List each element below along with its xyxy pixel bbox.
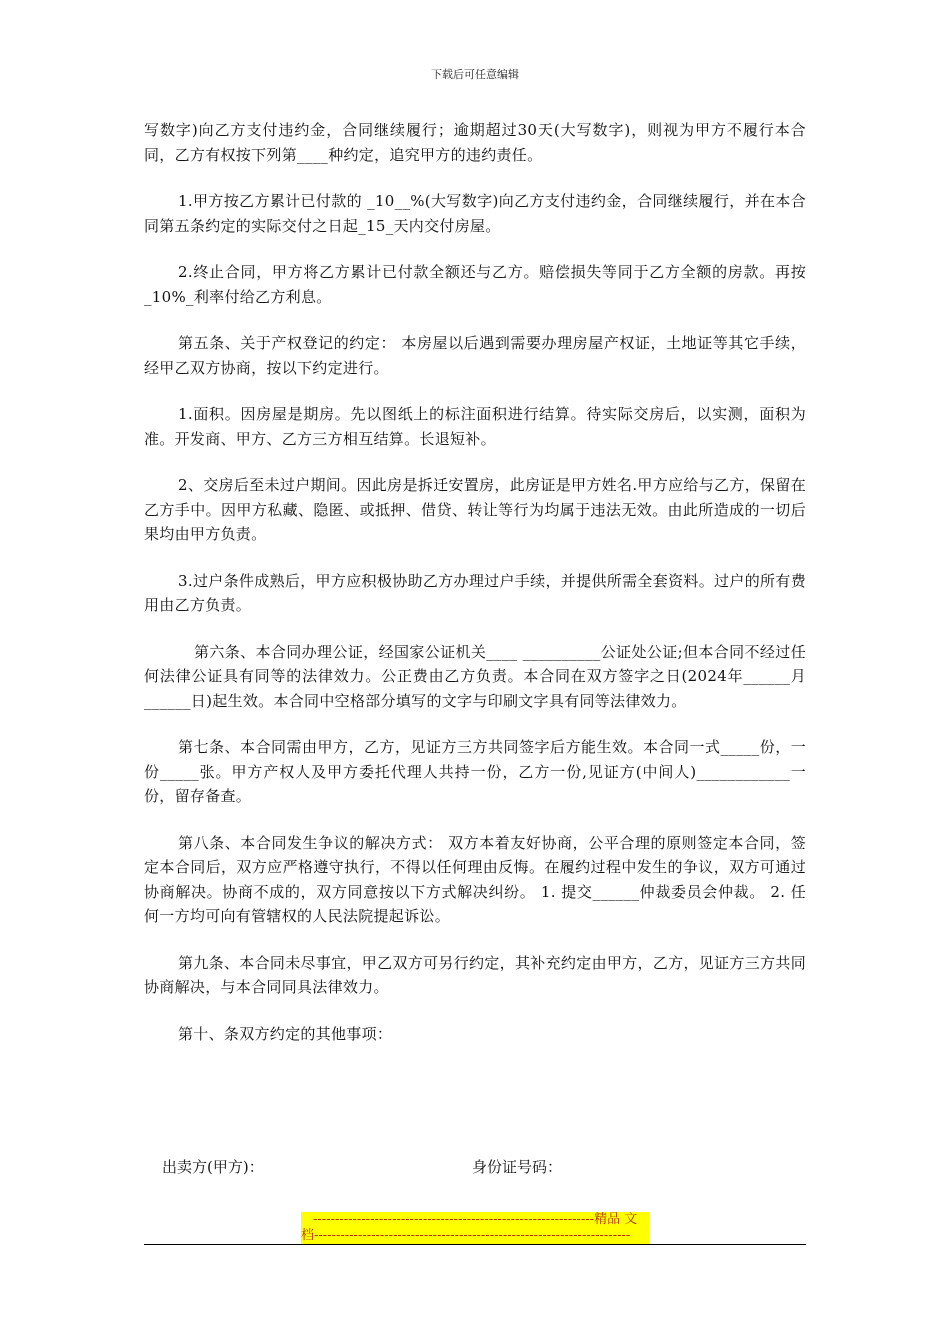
seller-label: 出卖方(甲方)： — [162, 1158, 264, 1176]
page-header: 下载后可任意编辑 — [431, 68, 519, 81]
paragraph-article-9: 第九条、本合同未尽事宜，甲乙双方可另行约定，其补充约定由甲方，乙方，见证方三方共同协商解决，与本合同同具法律效力。 — [144, 953, 806, 996]
paragraph-penalty-continuation: 写数字)向乙方支付违约金，合同继续履行；逾期超过30天(大写数字)，则视为甲方不履行本合同，乙方有权按下列第____种约定，追究甲方的违约责任。 — [144, 121, 806, 164]
paragraph-article-5-item-3: 3.过户条件成熟后，甲方应积极协助乙方办理过户手续，并提供所需全套资料。过户的所有费用由乙方负责。 — [144, 571, 806, 614]
paragraph-article-5-item-1: 1.面积。因房屋是期房。先以图纸上的标注面积进行结算。待实际交房后，以实测，面积为准。开发商、甲方、乙方三方相互结算。长退短补。 — [144, 405, 806, 448]
paragraph-option-2: 2.终止合同，甲方将乙方累计已付款全额还与乙方。赔偿损失等同于乙方全额的房款。再按_10%_利率付给乙方利息。 — [144, 263, 806, 306]
paragraph-article-7: 第七条、本合同需由甲方，乙方，见证方三方共同签字后方能生效。本合同一式_____份，一份_____张。甲方产权人及甲方委托代理人共持一份，乙方一份,见证方(中间人)____________一份，留存备查。 — [144, 738, 806, 805]
paragraph-article-6: 第六条、本合同办理公证，经国家公证机关____ __________公证处公证;但本合同不经过任何法律公证具有同等的法律效力。公正费由乙方负责。本合同在双方签字之日(2024年______月______日)起生效。本合同中空格部分填写的文字与印刷文字具有同等法律效力。 — [144, 642, 806, 710]
paragraph-article-8: 第八条、本合同发生争议的解决方式： 双方本着友好协商，公平合理的原则签定本合同，签定本合同后，双方应严格遵守执行，不得以任何理由反悔。在履约过程中发生的争议，双方可通过协商解决。协商不成的，双方同意按以下方式解决纠纷。 1. 提交______仲裁委员会仲裁。 2. 任何一方均可向有管辖权的人民法院提起诉讼。 — [144, 833, 806, 925]
paragraph-article-5-item-2: 2、交房后至未过户期间。因此房是拆迁安置房，此房证是甲方姓名.甲方应给与乙方，保留在乙方手中。因甲方私藏、隐匿、或抵押、借贷、转让等行为均属于违法无效。由此所造成的一切后果均由甲方负责。 — [144, 476, 806, 543]
paragraph-article-5: 第五条、关于产权登记的约定： 本房屋以后遇到需要办理房屋产权证，土地证等其它手续，经甲乙双方协商，按以下约定进行。 — [144, 334, 806, 377]
paragraph-article-10: 第十、条双方约定的其他事项： — [178, 1024, 393, 1043]
footer-watermark — [301, 1212, 649, 1244]
paragraph-option-1: 1.甲方按乙方累计已付款的 _10__%(大写数字)向乙方支付违约金，合同继续履行，并在本合同第五条约定的实际交付之日起_15_天内交付房屋。 — [144, 192, 806, 235]
footer-line-2: 档------------------------------------------------------------------------ — [301, 1228, 649, 1244]
footer-line-1: ----------------------------------------------------------------精品 文 — [301, 1212, 649, 1228]
footer-divider — [144, 1244, 806, 1245]
document-body — [144, 118, 806, 1068]
id-number-label: 身份证号码： — [472, 1158, 563, 1176]
